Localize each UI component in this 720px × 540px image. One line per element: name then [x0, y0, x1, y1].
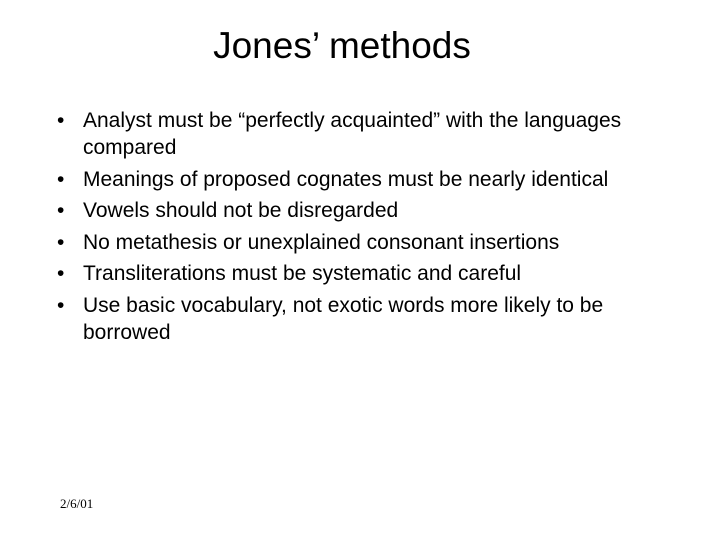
- bullet-icon: •: [57, 199, 65, 222]
- list-item-text: Vowels should not be disregarded: [83, 199, 399, 222]
- bullet-icon: •: [57, 167, 65, 191]
- list-item: [57, 292, 667, 346]
- list-item: [57, 260, 667, 287]
- list-item-text: Use basic vocabulary, not exotic words more likely to be borrowed: [83, 293, 604, 344]
- bullet-icon: •: [57, 293, 65, 317]
- list-item-text: Meanings of proposed cognates must be nearly identical: [83, 167, 609, 191]
- bullet-icon: •: [57, 230, 65, 254]
- list-item-text: No metathesis or unexplained consonant insertions: [83, 230, 560, 254]
- list-item: [57, 229, 667, 256]
- list-item: [57, 107, 667, 161]
- bullet-icon: •: [57, 262, 65, 285]
- list-item-text: Transliterations must be systematic and careful: [83, 262, 522, 285]
- list-item: [57, 166, 667, 193]
- bullet-icon: •: [57, 109, 65, 132]
- bullet-list: [57, 107, 667, 350]
- list-item: [57, 197, 667, 224]
- footer-date: 2/6/01: [60, 496, 94, 511]
- list-item-text: Analyst must be “perfectly acquainted” with the languages compared: [83, 109, 622, 159]
- slide-title: Jones’ methods: [213, 25, 471, 66]
